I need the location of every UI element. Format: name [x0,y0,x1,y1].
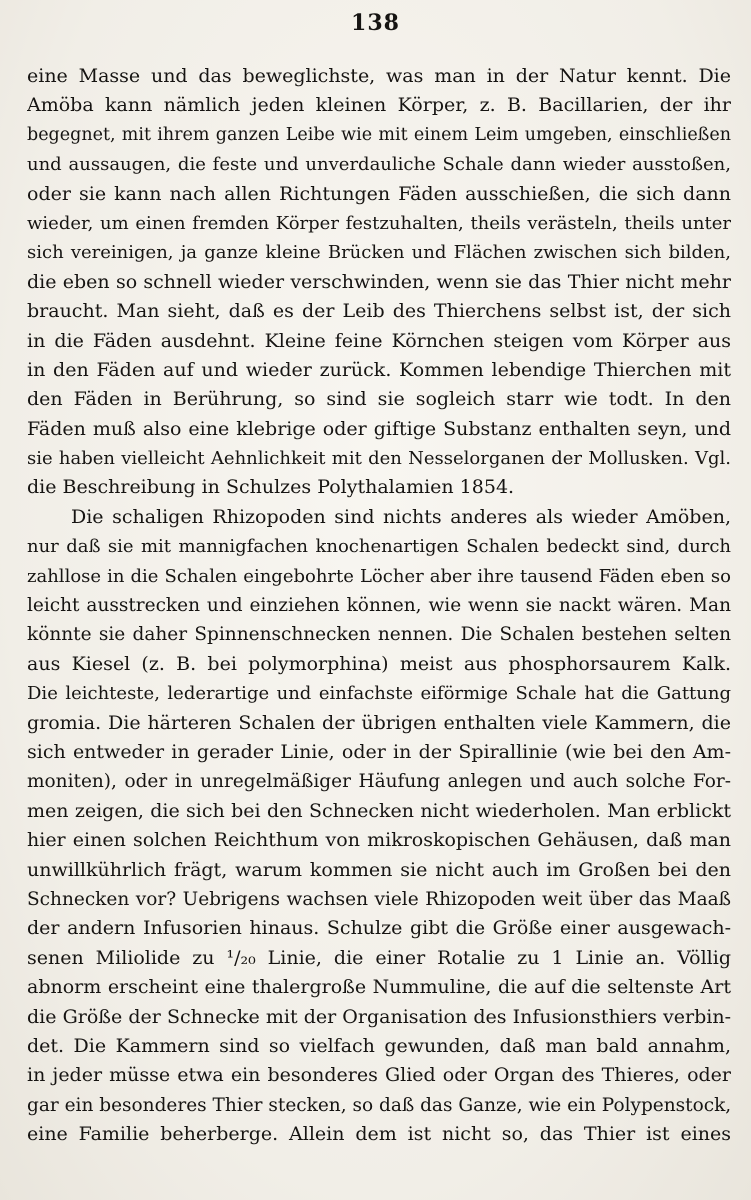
text-line: die Größe der Schnecke mit der Organisation des Infusionsthiers verbin- [27,1005,731,1028]
text-line: Schnecken vor? Uebrigens wachsen viele Rhizopoden weit über das Maaß [27,888,731,910]
text-line: Die leichteste, lederartige und einfachste eiförmige Schale hat die Gattung [27,683,731,705]
text-line: in die Fäden ausdehnt. Kleine feine Körnchen steigen vom Körper aus [27,329,731,352]
text-line: det. Die Kammern sind so vielfach gewunden, daß man bald annahm, [27,1034,731,1057]
text-line: aus Kiesel (z. B. bei polymorphina) meist aus phosphorsaurem Kalk. [27,652,731,675]
text-line: Amöba kann nämlich jeden kleinen Körper, z. B. Bacillarien, der ihr [27,94,731,117]
text-line: oder sie kann nach allen Richtungen Fäden ausschießen, die sich dann [27,182,731,205]
text-line: die Beschreibung in Schulzes Polythalamien 1854. [27,476,515,499]
text-line: der andern Infusorien hinaus. Schulze gibt die Größe einer ausgewach- [27,917,731,940]
text-line: sich entweder in gerader Linie, oder in der Spirallinie (wie bei den Am- [27,740,731,763]
text-line: sich vereinigen, ja ganze kleine Brücken und Flächen zwischen sich bilden, [27,242,731,264]
text-line: gar ein besonderes Thier stecken, so daß das Ganze, wie ein Polypenstock, [27,1094,731,1116]
text-line: zahllose in die Schalen eingebohrte Löcher aber ihre tausend Fäden eben so [27,565,731,587]
text-line: gromia. Die härteren Schalen der übrigen enthalten viele Kammern, die [27,711,731,734]
text-line: sie haben vielleicht Aehnlichkeit mit den Nesselorganen der Mollusken. Vgl. [27,448,731,470]
text-line: senen Miliolide zu ¹/₂₀ Linie, die einer Rotalie zu 1 Linie an. Völlig [27,946,731,969]
text-line: hier einen solchen Reichthum von mikroskopischen Gehäusen, daß man [27,829,731,852]
text-line: in den Fäden auf und wieder zurück. Kommen lebendige Thierchen mit [27,358,731,381]
page-number: 138 [351,10,400,36]
text-line: leicht ausstrecken und einziehen können, wie wenn sie nackt wären. Man [27,595,731,617]
text-line: wieder, um einen fremden Körper festzuhalten, theils verästeln, theils unter [27,212,731,234]
text-line: eine Masse und das beweglichste, was man in der Natur kennt. Die [27,65,731,87]
text-line: braucht. Man sieht, daß es der Leib des Thierchens selbst ist, der sich [27,300,731,323]
text-line: moniten), oder in unregelmäßiger Häufung anlegen und auch solche For- [27,771,731,793]
text-line: die eben so schnell wieder verschwinden, wenn sie das Thier nicht mehr [27,270,731,293]
body-text [27,62,731,1149]
text-line: nur daß sie mit mannigfachen knochenartigen Schalen bedeckt sind, durch [27,536,731,558]
text-line: abnorm erscheint eine thalergroße Nummuline, die auf die seltenste Art [27,976,731,999]
text-line: Die schaligen Rhizopoden sind nichts anderes als wieder Amöben, [71,505,731,528]
text-line: und aussaugen, die feste und unverdauliche Schale dann wieder ausstoßen, [27,154,731,176]
text-line: Fäden muß also eine klebrige oder giftige Substanz enthalten seyn, und [27,417,731,440]
text-line: den Fäden in Berührung, so sind sie sogleich starr wie todt. In den [27,388,731,411]
text-line: begegnet, mit ihrem ganzen Leibe wie mit einem Leim umgeben, einschließen [27,124,731,145]
text-line: könnte sie daher Spinnenschnecken nennen. Die Schalen bestehen selten [27,624,731,646]
text-line: in jeder müsse etwa ein besonderes Glied oder Organ des Thieres, oder [27,1064,731,1087]
text-line: men zeigen, die sich bei den Schnecken nicht wiederholen. Man erblickt [27,799,731,822]
text-line: unwillkührlich frägt, warum kommen sie nicht auch im Großen bei den [27,858,731,881]
text-line: eine Familie beherberge. Allein dem ist nicht so, das Thier ist eines [27,1123,731,1146]
